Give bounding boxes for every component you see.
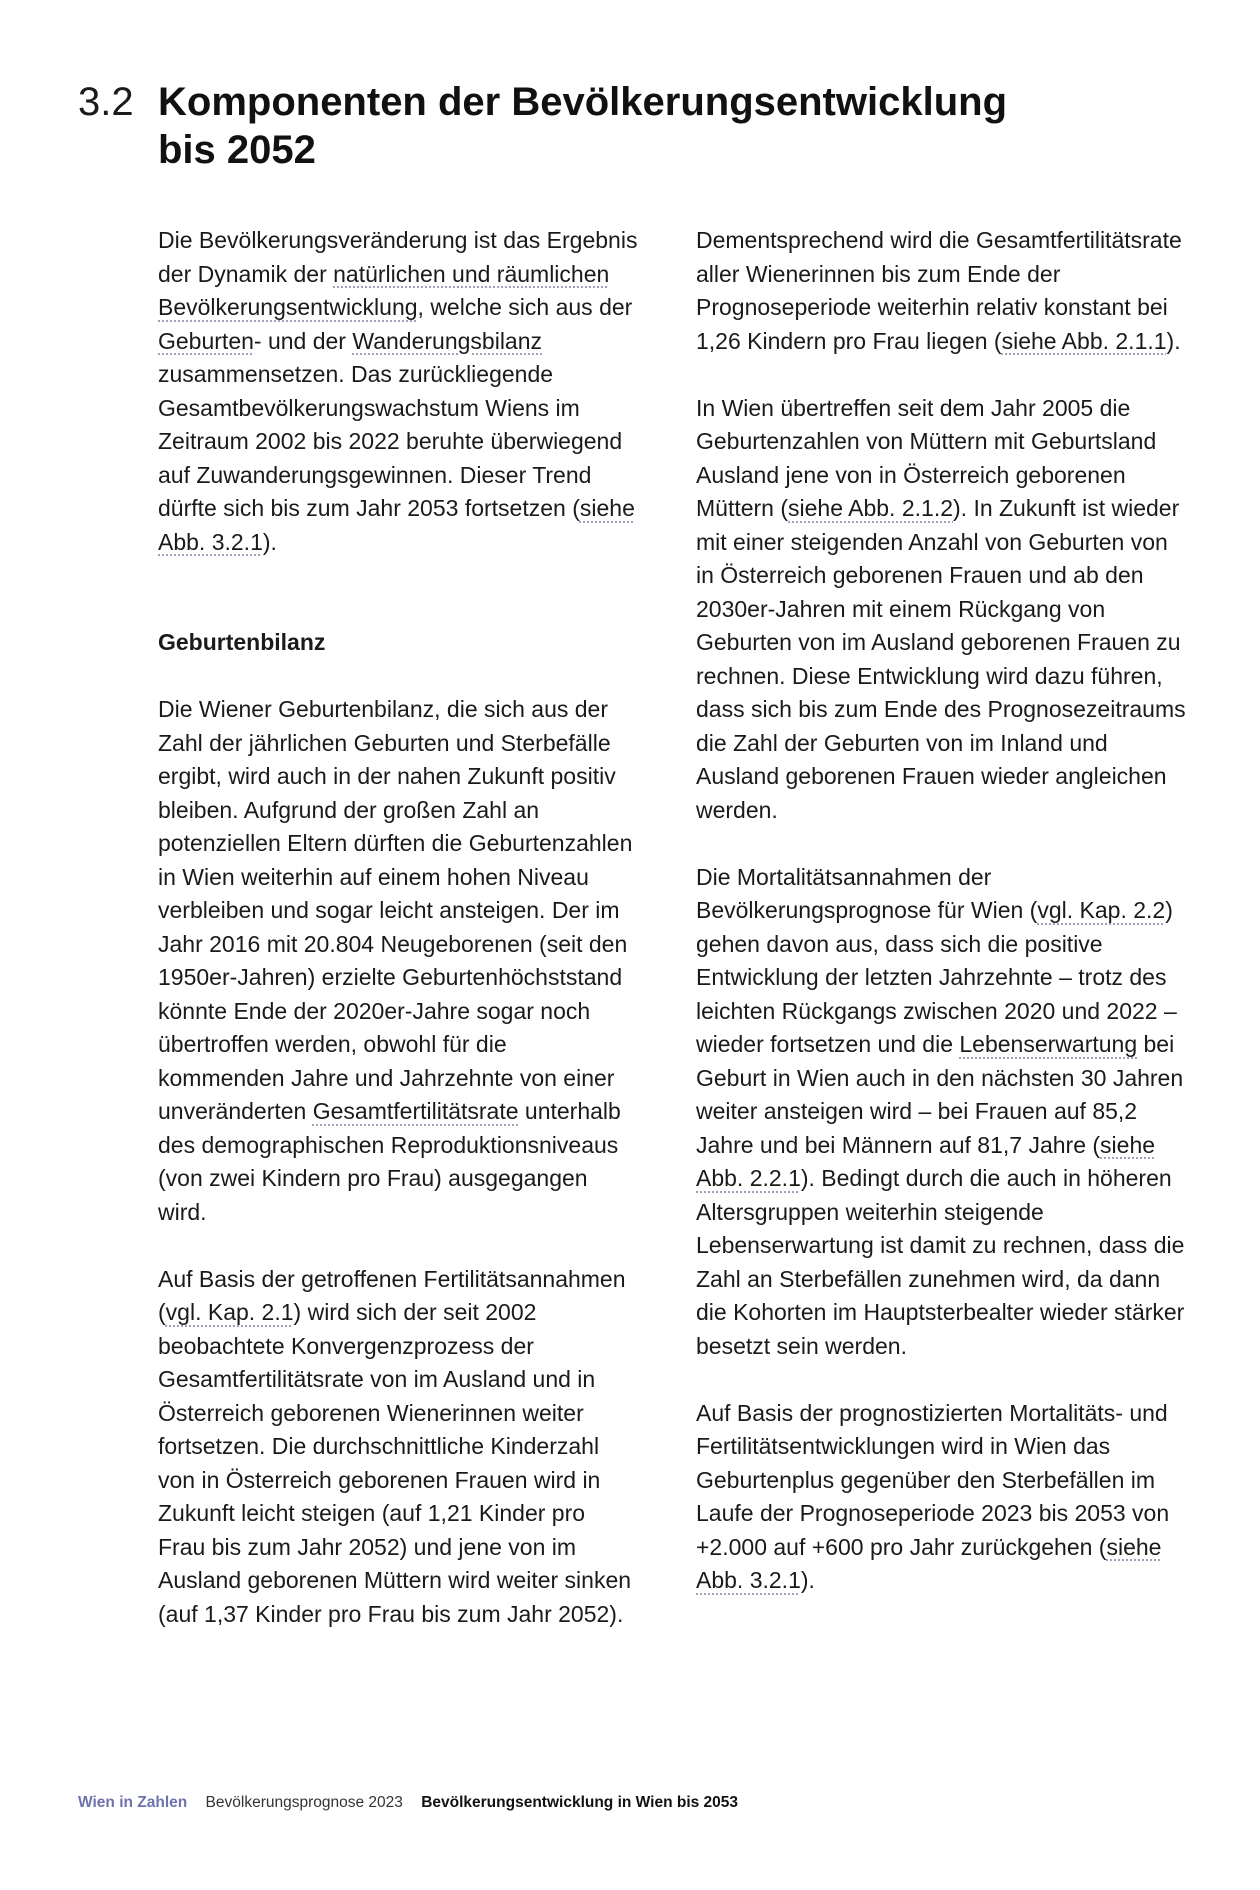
link-abb-2-1-1[interactable]: siehe Abb. 2.1.1	[1001, 327, 1167, 354]
mortalitaet-paragraph: Die Mortalitätsannahmen der Bevölkerungsprognose für Wien (vgl. Kap. 2.2) gehen davon aus, dass sich die positive Entwicklung der letzten Jahrzehnte – trotz des leichten Rückgangs zwischen 2020 und 2022 – wieder fortsetzen und die Lebenserwartung bei Geburt in Wien auch in den nächsten 30 Jahren weiter ansteigen wird – bei Frauen auf 85,2 Jahre und bei Männern auf 81,7 Jahre (siehe Abb. 2.2.1). Bedingt durch die auch in höheren Altersgruppen weiterhin steigende Lebenserwartung ist damit zu rechnen, dass die Zahl an Sterbefällen zunehmen wird, da dann die Kohorten im Hauptsterbealter wieder stärker besetzt sein werden.	[696, 863, 1185, 1359]
link-lebenserwartung[interactable]: Lebenserwartung	[959, 1031, 1138, 1057]
geburtenplus-paragraph: Auf Basis der prognostizierten Mortalitäts- und Fertilitätsentwicklungen wird in Wien das Geburtenplus gegenüber den Sterbefällen im Laufe der Prognoseperiode 2023 bis 2053 von +2.000 auf +600 pro Jahr zurückgehen (siehe Abb. 3.2.1).	[696, 1399, 1170, 1593]
page-footer	[78, 1793, 752, 1813]
link-abb-3-2-1-right[interactable]: siehe Abb. 3.2.1	[696, 1533, 1162, 1593]
section-title-line-2: bis 2052	[158, 128, 316, 172]
link-kap-2-1[interactable]: vgl. Kap. 2.1	[165, 1299, 294, 1325]
section-title	[158, 78, 1158, 174]
link-gesamtfertilitaetsrate[interactable]: Gesamtfertilitätsrate	[312, 1098, 519, 1124]
geburtenbilanz-paragraph: Die Wiener Geburtenbilanz, die sich aus der Zahl der jährlichen Geburten und Sterbefälle ergibt, wird auch in der nahen Zukunft positiv bleiben. Aufgrund der großen Zahl an potenziellen Eltern dürften die Geburtenzahlen in Wien weiterhin auf einem hohen Niveau verbleiben und sogar leicht ansteigen. Der im Jahr 2016 mit 20.804 Neugeborenen (seit den 1950er-Jahren) erzielte Geburtenhöchststand könnte Ende der 2020er-Jahre sogar noch übertroffen werden, obwohl für die kommenden Jahre und Jahrzehnte von einer unveränderten Gesamtfertilitätsrate unterhalb des demographischen Reproduktionsniveaus (von zwei Kindern pro Frau) ausgegangen wird.	[158, 696, 633, 1225]
link-abb-2-1-2[interactable]: siehe Abb. 2.1.2	[788, 495, 953, 521]
left-column	[158, 224, 638, 1631]
link-abb-2-2-1[interactable]: siehe Abb. 2.2.1	[696, 1131, 1156, 1191]
footer-chapter: Bevölkerungsentwicklung in Wien bis 2053	[421, 1794, 739, 1811]
intro-paragraph: Die Bevölkerungsveränderung ist das Ergebnis der Dynamik der natürlichen und räumlichen Bevölkerungsentwicklung, welche sich aus der Geburten- und der Wanderungsbilanz zusammensetzen. Das zurückliegende Gesamtbevölkerungswachstum Wiens im Zeitraum 2002 bis 2022 beruhte überwiegend auf Zuwanderungsgewinnen. Dieser Trend dürfte sich bis zum Jahr 2053 fortsetzen (siehe Abb. 3.2.1).	[158, 227, 638, 555]
subheading-geburtenbilanz: Geburtenbilanz	[158, 629, 326, 655]
link-abb-3-2-1[interactable]: siehe Abb. 3.2.1	[158, 495, 635, 555]
footer-publication: Bevölkerungsprognose 2023	[205, 1794, 403, 1811]
link-kap-2-2[interactable]: vgl. Kap. 2.2	[1037, 897, 1166, 923]
gesamtfertilitaet-paragraph: Dementsprechend wird die Gesamtfertilitätsrate aller Wienerinnen bis zum Ende der Prognoseperiode weiterhin relativ konstant bei 1,26 Kindern pro Frau liegen (siehe Abb. 2.1.1).	[696, 227, 1182, 354]
right-column	[696, 224, 1186, 1598]
geburtenzahlen-paragraph: In Wien übertreffen seit dem Jahr 2005 die Geburtenzahlen von Müttern mit Geburtsland Ausland jene von in Österreich geborenen Müttern (siehe Abb. 2.1.2). In Zukunft ist wieder mit einer steigenden Anzahl von Geburten von in Österreich geborenen Frauen und ab den 2030er-Jahren mit einem Rückgang von Geburten von im Ausland geborenen Frauen zu rechnen. Diese Entwicklung wird dazu führen, dass sich bis zum Ende des Prognosezeitraums die Zahl der Geburten von im Inland und Ausland geborenen Frauen wieder angleichen werden.	[696, 394, 1186, 823]
link-geburten[interactable]: Geburten	[158, 327, 254, 354]
section-number: 3.2	[78, 80, 134, 124]
link-natuerliche-raeumliche-entwicklung[interactable]: natürlichen und räumlichen Bevölkerungsentwicklung	[158, 260, 610, 320]
fertilitaet-paragraph: Auf Basis der getroffenen Fertilitätsannahmen (vgl. Kap. 2.1) wird sich der seit 2002 beobachtete Konvergenzprozess der Gesamtfertilitätsrate von im Ausland und in Österreich geborenen Wienerinnen weiter fortsetzen. Die durchschnittliche Kinderzahl von in Österreich geborenen Frauen wird in Zukunft leicht steigen (auf 1,21 Kinder pro Frau bis zum Jahr 2052) und jene von im Ausland geborenen Müttern wird weiter sinken (auf 1,37 Kinder pro Frau bis zum Jahr 2052).	[158, 1265, 632, 1627]
link-wanderungsbilanz[interactable]: Wanderungsbilanz	[352, 327, 543, 354]
footer-brand: Wien in Zahlen	[78, 1794, 188, 1811]
section-title-line-1: Komponenten der Bevölkerungsentwicklung	[158, 80, 1008, 124]
